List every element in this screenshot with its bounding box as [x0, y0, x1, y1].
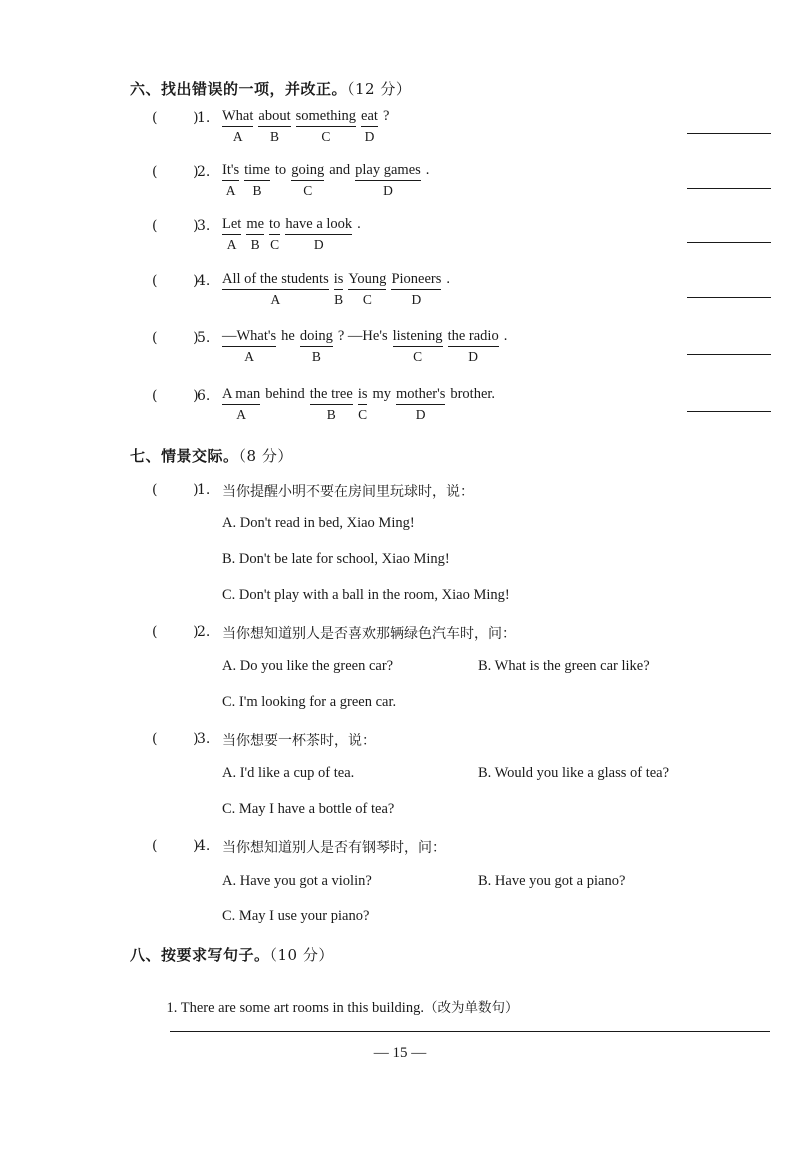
segment-label: D	[313, 237, 324, 252]
sentence-text: and	[329, 162, 351, 178]
option-c: C. Don't play with a ball in the room, Xiao Ming!	[222, 587, 510, 603]
segment-label: B	[334, 292, 344, 307]
underlined-segment	[269, 216, 280, 253]
sentence-text: ? —He's	[337, 328, 388, 344]
section7-heading	[130, 445, 293, 466]
option-c: C. I'm looking for a green car.	[222, 694, 397, 710]
sentence-text: .	[446, 271, 450, 287]
underlined-segment	[355, 162, 421, 199]
sentence-text: .	[425, 162, 430, 178]
option-a: A. I'd like a cup of tea.	[222, 765, 355, 781]
sentence-text: he	[281, 328, 295, 344]
segment-word: A man	[222, 386, 260, 405]
sentence-text: behind	[265, 386, 305, 402]
underlined-segment	[358, 386, 368, 423]
segment-label: D	[364, 129, 375, 144]
underlined-segment	[222, 216, 241, 253]
section8-question-1	[152, 979, 518, 1034]
segment-label: B	[250, 237, 260, 252]
segment-word: time	[244, 162, 270, 181]
answer-blank[interactable]: ( )	[152, 731, 199, 747]
sentence-text: to	[274, 162, 287, 178]
segment-word: All of the students	[222, 271, 329, 290]
option-b: B. What is the green car like?	[478, 658, 650, 674]
answer-blank[interactable]: ( )	[152, 388, 199, 404]
answer-blank[interactable]: ( )	[152, 330, 199, 346]
option-a: A. Do you like the green car?	[222, 658, 394, 674]
segment-word: have a look	[285, 216, 352, 235]
question-prompt: 当你想要一杯茶时，说：	[222, 733, 376, 749]
section8-title: 八、按要求写句子。	[130, 946, 270, 964]
correction-line[interactable]	[687, 133, 771, 134]
segment-word: play games	[355, 162, 421, 181]
question-sentence	[222, 386, 500, 423]
question-sentence	[222, 328, 512, 365]
segment-word: going	[291, 162, 324, 181]
segment-word: mother's	[396, 386, 445, 405]
page-number: — 15 —	[373, 1045, 427, 1061]
option-b: B. Don't be late for school, Xiao Ming!	[222, 551, 450, 567]
segment-label: B	[252, 183, 262, 198]
question-sentence	[222, 271, 455, 308]
segment-label: C	[362, 292, 372, 307]
segment-label: A	[244, 349, 254, 364]
segment-word: What	[222, 108, 253, 127]
underlined-segment	[361, 108, 378, 145]
underlined-segment	[334, 271, 344, 308]
segment-label: D	[468, 349, 478, 364]
underlined-segment	[296, 108, 356, 145]
segment-word: It's	[222, 162, 239, 181]
answer-blank[interactable]: ( )	[152, 218, 199, 234]
underlined-segment	[348, 271, 386, 308]
underlined-segment	[222, 162, 239, 199]
question-sentence	[222, 216, 366, 253]
underlined-segment	[258, 108, 290, 145]
segment-label: B	[270, 129, 280, 144]
segment-word: the tree	[310, 386, 353, 405]
option-c: C. May I have a bottle of tea?	[222, 801, 395, 817]
question-number: 2.	[197, 624, 211, 640]
sentence-text: brother.	[450, 386, 496, 402]
segment-word: doing	[300, 328, 333, 347]
question-number: 4.	[197, 273, 211, 289]
question-number: 3.	[197, 731, 211, 747]
segment-label: D	[411, 292, 422, 307]
sentence-text: .	[357, 216, 361, 232]
segment-word: to	[269, 216, 280, 235]
correction-line[interactable]	[687, 188, 771, 189]
underlined-segment	[391, 271, 441, 308]
question-sentence	[222, 108, 394, 145]
underlined-segment	[291, 162, 324, 199]
underlined-segment	[310, 386, 353, 423]
segment-word: is	[358, 386, 368, 405]
segment-word: Let	[222, 216, 241, 235]
segment-word: —What's	[222, 328, 276, 347]
segment-label: C	[270, 237, 280, 252]
segment-label: A	[225, 183, 236, 198]
question-number: 3.	[197, 218, 211, 234]
answer-blank[interactable]: ( )	[152, 273, 199, 289]
sentence-text: .	[503, 328, 508, 344]
underlined-segment	[222, 386, 260, 423]
segment-label: B	[326, 407, 336, 422]
question-sentence	[222, 162, 434, 199]
segment-label: A	[236, 407, 246, 422]
segment-word: something	[296, 108, 356, 127]
segment-label: C	[358, 407, 368, 422]
segment-word: me	[246, 216, 264, 235]
segment-label: C	[303, 183, 313, 198]
underlined-segment	[246, 216, 264, 253]
correction-line[interactable]	[687, 411, 771, 412]
segment-word: Young	[348, 271, 386, 290]
underlined-segment	[393, 328, 443, 365]
question-number: 5.	[197, 330, 211, 346]
segment-word: Pioneers	[391, 271, 441, 290]
answer-blank[interactable]: ( )	[152, 164, 199, 180]
section7-points: （8 分）	[238, 447, 293, 465]
segment-word: eat	[361, 108, 378, 127]
segment-word: is	[334, 271, 344, 290]
answer-blank[interactable]: ( )	[152, 624, 199, 640]
option-a: A. Have you got a violin?	[222, 873, 372, 889]
question-number: 1.	[197, 110, 211, 126]
correction-line[interactable]	[687, 354, 771, 355]
question-number: 4.	[197, 838, 211, 854]
section6-points: （12 分）	[347, 80, 412, 98]
question-prompt: 当你提醒小明不要在房间里玩球时，说：	[222, 484, 474, 500]
segment-label: B	[311, 349, 321, 364]
question-number: 2.	[197, 164, 211, 180]
section6-title: 六、找出错误的一项，并改正。	[130, 80, 348, 98]
option-c: C. May I use your piano?	[222, 908, 370, 924]
section7-title: 七、情景交际。	[130, 447, 239, 465]
underlined-segment	[300, 328, 333, 365]
question-prompt: 当你想知道别人是否有钢琴时，问：	[222, 840, 446, 856]
option-b: B. Have you got a piano?	[478, 873, 626, 889]
section8-q1-note: （改为单数句）	[423, 1000, 519, 1016]
underlined-segment	[396, 386, 445, 423]
option-b: B. Would you like a glass of tea?	[478, 765, 670, 781]
section8-heading	[130, 944, 334, 965]
underlined-segment	[244, 162, 270, 199]
segment-label: D	[383, 183, 393, 198]
segment-word: the radio	[448, 328, 499, 347]
option-a: A. Don't read in bed, Xiao Ming!	[222, 515, 415, 531]
answer-blank[interactable]: ( )	[152, 482, 199, 498]
underlined-segment	[448, 328, 499, 365]
underlined-segment	[222, 108, 253, 145]
question-number: 6.	[197, 388, 211, 404]
correction-line[interactable]	[687, 242, 771, 243]
segment-label: A	[270, 292, 281, 307]
footer-divider	[170, 1031, 770, 1032]
sentence-text: ?	[382, 108, 390, 124]
sentence-text: my	[372, 386, 392, 402]
underlined-segment	[222, 271, 329, 308]
underlined-segment	[222, 328, 276, 365]
segment-label: A	[232, 129, 243, 144]
segment-word: listening	[393, 328, 443, 347]
answer-blank[interactable]: ( )	[152, 110, 199, 126]
section6-heading	[130, 78, 411, 99]
question-prompt: 当你想知道别人是否喜欢那辆绿色汽车时，问：	[222, 626, 516, 642]
segment-label: C	[321, 129, 331, 144]
question-number: 1.	[197, 482, 211, 498]
segment-label: A	[226, 237, 237, 252]
answer-blank[interactable]: ( )	[152, 838, 199, 854]
segment-label: C	[413, 349, 423, 364]
underlined-segment	[285, 216, 352, 253]
section8-points: （10 分）	[269, 946, 334, 964]
section8-q1-text: 1. There are some art rooms in this building.	[166, 1000, 424, 1016]
segment-word: about	[258, 108, 290, 127]
segment-label: D	[415, 407, 426, 422]
correction-line[interactable]	[687, 297, 771, 298]
